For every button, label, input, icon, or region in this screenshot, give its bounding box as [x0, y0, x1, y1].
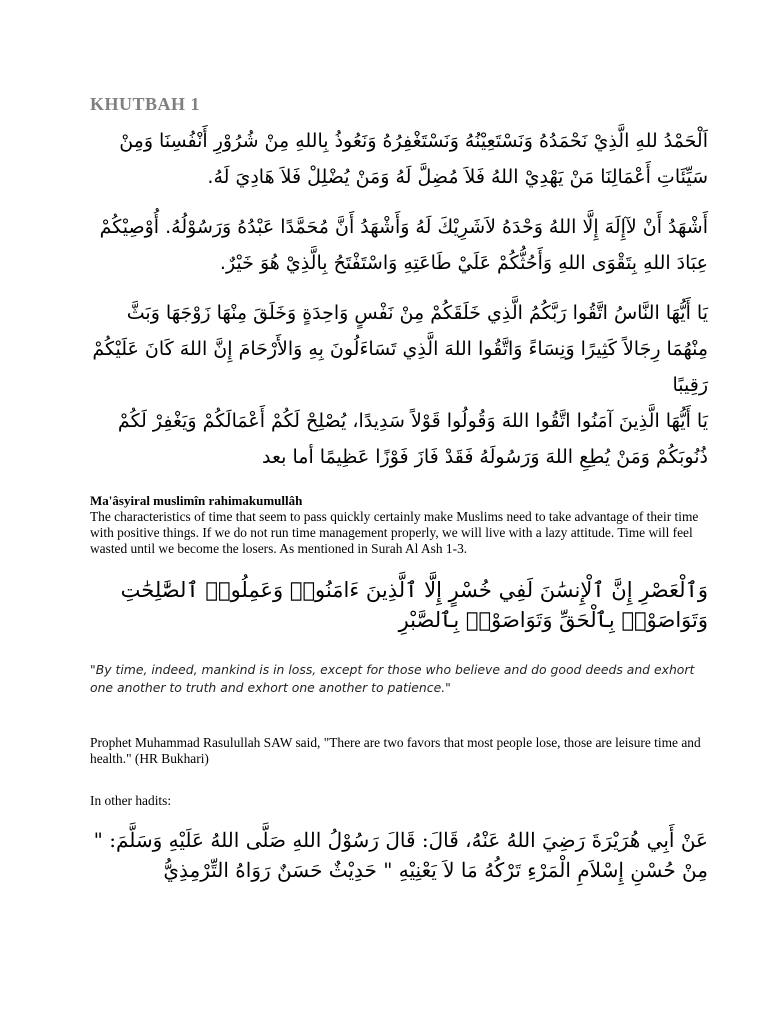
page-title: KHUTBAH 1 [90, 94, 201, 114]
arabic-syahadat-paragraph: أَشْهَدُ أَنْ لآإِلَهَ إِلَّا اللهُ وَحْدَهُ لاَشَرِيْكَ لَهُ وَأَشْهَدُ أَنَّ مُحَمَّدًا عَبْدُهُ وَرَسُوْلُهُ. أُوْصِيْكُمْ عِبَادَ اللهِ بِتَقْوَى اللهِ وَأَحُثُّكُمْ عَلَيْ طَاعَتِهِ وَاسْتَفْتَحُ بِالَّذِيْ هُوَ خَيْرٌ. [99, 216, 708, 274]
arabic-alashr-verse: وَٱلْعَصْرِ إِنَّ ٱلْإِنسَٰنَ لَفِي خُسْرٍ إِلَّا ٱلَّذِينَ ءَامَنُوا۟ وَعَمِلُوا۟ ٱلصَّٰلِحَٰتِ وَتَوَاصَوْا۟ بِٱلْحَقِّ وَتَوَاصَوْا۟ بِٱلصَّبْرِ [120, 578, 708, 632]
arabic-alahzab-verse: يَا أَيُّهَا الَّذِينَ آمَنُوا اتَّقُوا اللهَ وَقُولُوا قَوْلاً سَدِيدًا، يُصْلِحْ لَكُمْ أَعْمَالَكُمْ وَيَغْفِرْ لَكُمْ ذُنُوبَكُمْ وَمَنْ يُطِعِ اللهَ وَرَسُولَهُ فَقَدْ فَازَ فَوْزًا عَظِيمًا أما بعد [117, 410, 708, 468]
arabic-opening-paragraph: اَلْحَمْدُ للهِ الَّذِيْ نَحْمَدُهُ وَنَسْتَعِيْنُهُ وَنَسْتَغْفِرُهُ وَنَعُوذُ بِاللهِ مِنْ شُرُوْرِ أَنْفُسِنَا وَمِنْ سَيِّئَاتِ أَعْمَالِنَا مَنْ يَهْدِيْ اللهُ فَلاَ مُضِلَّ لَهُ وَمَنْ يُضْلِلْ فَلاَ هَادِيَ لَهُ. [119, 130, 708, 188]
body-paragraph: The characteristics of time that seem to pass quickly certainly make Muslims need to take advantage of their time with positive things. If we do not run time management properly, we will live with a lazy attitude. Time will feel wasted until we become the losers. As mentioned in Surah Al Ash 1-3. [90, 509, 699, 556]
hadith-quote: Prophet Muhammad Rasulullah SAW said, "There are two favors that most people lose, those are leisure time and health." (HR Bukhari) [90, 735, 701, 766]
arabic-hadith-text: عَنْ أَبِي هُرَيْرَةَ رَضِيَ اللهُ عَنْهُ، قَالَ: قَالَ رَسُوْلُ اللهِ صَلَّى اللهُ عَلَيْهِ وَسَلَّمَ: " مِنْ حُسْنِ إِسْلاَمِ الْمَرْءِ تَرْكُهُ مَا لاَ يَعْنِيْهِ " حَدِيْثٌ حَسَنٌ رَوَاهُ التِّرْمِذِيُّ [93, 828, 708, 882]
section-subheading: Ma'âsyiral muslimîn rahimakumullâh [90, 493, 303, 508]
arabic-annisa-verse: يَا أَيُّهَا النَّاسُ اتَّقُوا رَبَّكُمُ الَّذِي خَلَقَكُمْ مِنْ نَفْسٍ وَاحِدَةٍ وَخَلَقَ مِنْهَا زَوْجَهَا وَبَثَّ مِنْهُمَا رِجَالاً كَثِيرًا وَنِسَاءً وَاتَّقُوا اللهَ الَّذِي تَسَاءَلُونَ بِهِ وَالأَرْحَامَ إِنَّ اللهَ كَانَ عَلَيْكُمْ رَقِيبًا [92, 302, 708, 396]
other-hadits-label: In other hadits: [90, 793, 172, 808]
verse-translation: "By time, indeed, mankind is in loss, except for those who believe and do good deeds and exhort one another to truth and exhort one another to patience." [90, 662, 695, 695]
